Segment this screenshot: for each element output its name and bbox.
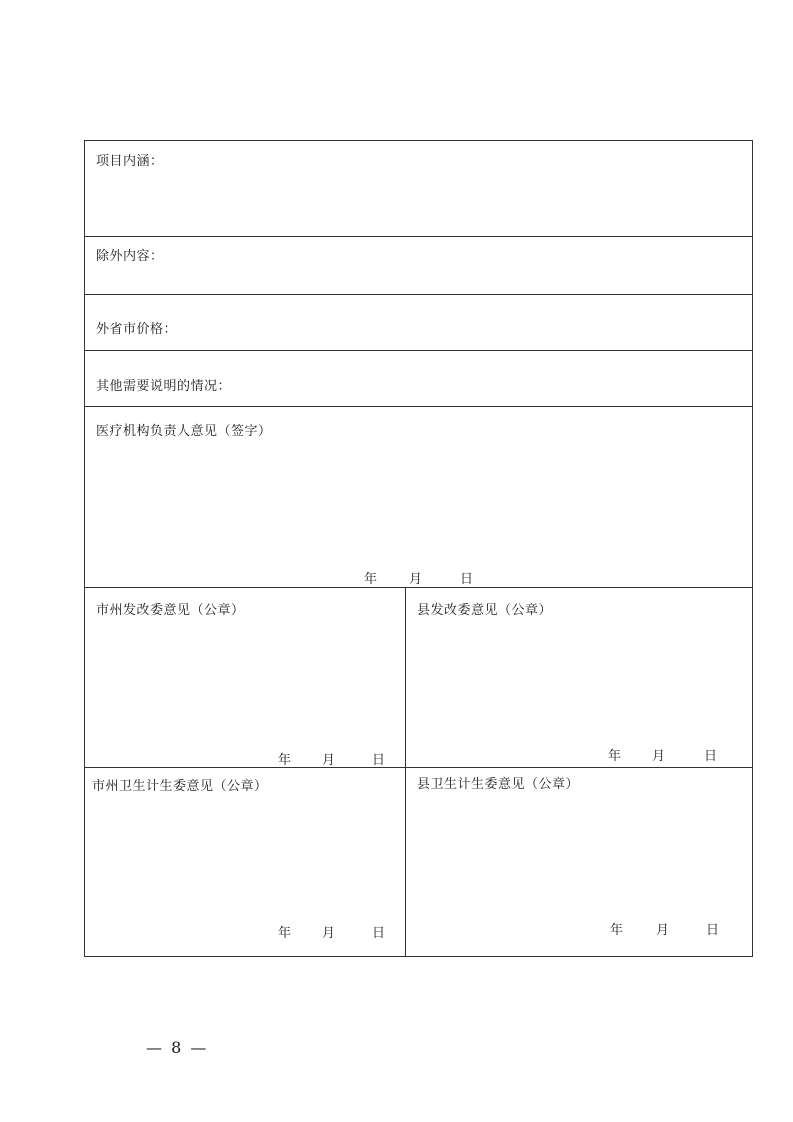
date-day: 日 — [460, 572, 474, 587]
date-year: 年 — [364, 572, 378, 587]
county-health-date — [610, 919, 730, 938]
date-day: 日 — [704, 749, 718, 764]
date-month: 月 — [322, 926, 336, 941]
city-drc-date — [278, 749, 398, 768]
row-divider — [84, 406, 753, 407]
row-divider — [84, 767, 753, 768]
row-divider — [84, 236, 753, 237]
page-number: — 8 — — [146, 1038, 209, 1057]
date-day: 日 — [372, 753, 386, 768]
date-year: 年 — [278, 926, 292, 941]
date-day: 日 — [706, 923, 720, 938]
date-month: 月 — [322, 753, 336, 768]
city-drc-opinion-label: 市州发改委意见（公章） — [96, 603, 245, 618]
institution-head-opinion-label: 医疗机构负责人意见（签字） — [96, 424, 272, 439]
county-health-opinion-label: 县卫生计生委意见（公章） — [417, 777, 580, 792]
county-drc-date — [608, 745, 728, 764]
date-year: 年 — [278, 753, 292, 768]
date-year: 年 — [610, 923, 624, 938]
date-year: 年 — [608, 749, 622, 764]
project-content-label: 项目内涵： — [96, 154, 164, 169]
date-month: 月 — [656, 923, 670, 938]
form-left-border — [84, 140, 85, 956]
date-day: 日 — [372, 926, 386, 941]
institution-signature-date — [364, 568, 484, 587]
other-province-price-label: 外省市价格： — [96, 322, 178, 337]
form-right-border — [752, 140, 753, 956]
county-drc-opinion-label: 县发改委意见（公章） — [417, 603, 553, 618]
form-top-border — [84, 140, 753, 141]
city-health-opinion-label: 市州卫生计生委意见（公章） — [92, 779, 268, 794]
excluded-content-label: 除外内容： — [96, 249, 164, 264]
other-notes-label: 其他需要说明的情况： — [96, 379, 232, 394]
row-divider — [84, 350, 753, 351]
column-divider — [405, 587, 406, 956]
row-divider — [84, 587, 753, 588]
city-health-date — [278, 922, 398, 941]
date-month: 月 — [409, 572, 423, 587]
date-month: 月 — [652, 749, 666, 764]
row-divider — [84, 294, 753, 295]
form-bottom-border — [84, 956, 753, 957]
